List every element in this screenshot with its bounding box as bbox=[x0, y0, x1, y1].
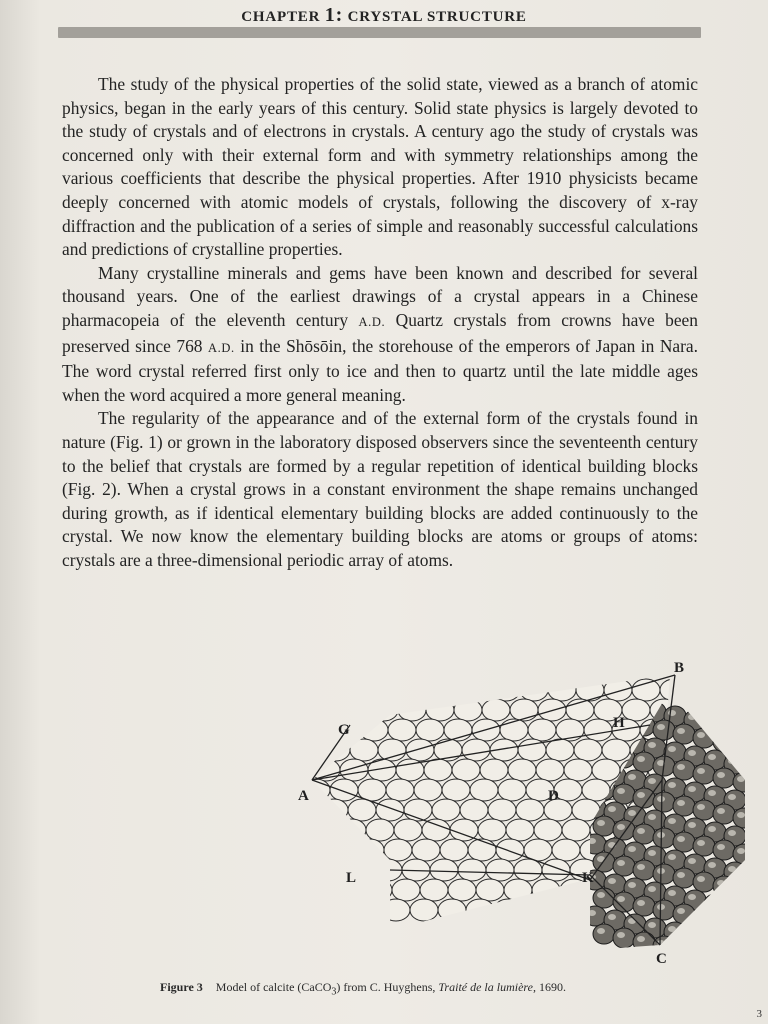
atom-highlight bbox=[617, 896, 625, 902]
atom-ball-shaded bbox=[673, 724, 695, 744]
atom-highlight bbox=[648, 778, 656, 784]
atom-ball bbox=[550, 899, 578, 921]
atom-ball bbox=[330, 779, 358, 801]
atom-highlight bbox=[677, 908, 685, 914]
atom-ball bbox=[410, 899, 438, 921]
atom-highlight bbox=[728, 758, 736, 764]
atom-highlight bbox=[737, 920, 745, 926]
paragraph-2 bbox=[62, 262, 698, 408]
atom-ball bbox=[290, 839, 300, 861]
atom-highlight bbox=[697, 768, 705, 774]
atom-highlight bbox=[657, 796, 665, 802]
atom-ball-shaded bbox=[613, 784, 635, 804]
atom-ball bbox=[466, 899, 494, 921]
atom-ball bbox=[582, 779, 610, 801]
atom-ball-shaded bbox=[673, 940, 695, 960]
atom-ball-shaded bbox=[693, 764, 715, 784]
atom-ball-shaded bbox=[713, 732, 735, 752]
atom-ball bbox=[290, 819, 310, 841]
atom-ball bbox=[326, 899, 354, 921]
atom-ball-shaded bbox=[704, 714, 726, 734]
atom-highlight bbox=[637, 936, 645, 942]
atom-ball bbox=[356, 839, 384, 861]
atom-ball bbox=[748, 839, 750, 861]
atom-ball bbox=[734, 699, 750, 721]
atom-highlight bbox=[728, 722, 736, 728]
atom-highlight bbox=[697, 804, 705, 810]
atom-highlight bbox=[737, 740, 745, 746]
atom-ball-shaded bbox=[673, 904, 695, 924]
atom-highlight bbox=[737, 812, 745, 818]
atom-ball bbox=[376, 799, 404, 821]
atom-highlight bbox=[597, 820, 605, 826]
label-C: C bbox=[656, 951, 667, 967]
atom-ball bbox=[508, 759, 536, 781]
atom-highlight bbox=[728, 830, 736, 836]
atom-ball-shaded bbox=[724, 934, 746, 954]
atom-ball bbox=[534, 819, 562, 841]
atom-ball bbox=[360, 719, 388, 741]
atom-highlight bbox=[688, 858, 696, 864]
atom-ball bbox=[718, 899, 746, 921]
atom-ball bbox=[398, 699, 426, 721]
atom-ball bbox=[546, 739, 574, 761]
atom-ball bbox=[290, 759, 312, 781]
atom-ball bbox=[342, 699, 370, 721]
atom-highlight bbox=[697, 876, 705, 882]
atom-highlight bbox=[648, 814, 656, 820]
atom-ball bbox=[486, 859, 514, 881]
atom-ball-shaded bbox=[713, 768, 735, 788]
atom-ball bbox=[510, 699, 538, 721]
atom-ball bbox=[290, 879, 308, 901]
atom-ball-shaded bbox=[693, 908, 715, 928]
atom-ball bbox=[364, 879, 392, 901]
atom-ball-shaded bbox=[724, 898, 746, 918]
caption-text-before: Model of calcite (CaCO bbox=[215, 980, 332, 994]
atom-ball bbox=[290, 719, 304, 741]
atom-ball bbox=[476, 879, 504, 901]
atom-ball bbox=[532, 879, 560, 901]
atom-ball bbox=[562, 819, 590, 841]
atom-ball bbox=[516, 799, 544, 821]
atom-ball bbox=[432, 799, 460, 821]
atom-highlight bbox=[628, 882, 636, 888]
atom-ball bbox=[388, 719, 416, 741]
caption-subscript: 3 bbox=[331, 986, 337, 998]
atom-ball-shaded bbox=[713, 804, 735, 824]
atom-highlight bbox=[708, 790, 716, 796]
atom-ball bbox=[386, 779, 414, 801]
atom-highlight bbox=[677, 836, 685, 842]
atom-ball bbox=[622, 699, 650, 721]
atom-highlight bbox=[708, 934, 716, 940]
atom-highlight bbox=[677, 800, 685, 806]
atom-ball bbox=[528, 719, 556, 741]
atom-ball-shaded bbox=[693, 944, 715, 964]
atom-ball bbox=[452, 759, 480, 781]
atom-ball-shaded bbox=[633, 860, 655, 880]
atom-ball bbox=[440, 839, 468, 861]
label-A: A bbox=[298, 788, 309, 804]
caption-text-mid: ) from C. Huyghens, bbox=[336, 980, 436, 994]
atom-ball-shaded bbox=[673, 796, 695, 816]
atom-highlight bbox=[588, 910, 596, 916]
atom-ball bbox=[478, 819, 506, 841]
atom-ball bbox=[482, 699, 510, 721]
atom-ball-shaded bbox=[733, 916, 750, 936]
atom-ball bbox=[384, 839, 412, 861]
atom-ball bbox=[420, 879, 448, 901]
atom-ball-shaded bbox=[684, 926, 706, 946]
paragraph-2-text-c: in the Shōsōin, the storehouse of the emperors of Japan in Nara. The word crystal referred first only to ice and then to quartz until the late middle ages when the word acquired a more general meaning. bbox=[62, 335, 698, 405]
header-rule bbox=[58, 27, 701, 38]
atom-ball-shaded bbox=[713, 948, 735, 965]
atom-ball-shaded bbox=[704, 894, 726, 914]
atom-ball bbox=[552, 839, 580, 861]
label-D: D bbox=[548, 788, 559, 804]
atom-highlight bbox=[717, 844, 725, 850]
atom-ball bbox=[290, 859, 318, 881]
atom-ball bbox=[470, 779, 498, 801]
atom-ball-shaded bbox=[693, 728, 715, 748]
era-abbrev: A.D. bbox=[208, 340, 235, 355]
atom-ball bbox=[310, 819, 338, 841]
atom-ball bbox=[564, 759, 592, 781]
atom-ball-shaded bbox=[724, 862, 746, 882]
atom-ball-shaded bbox=[693, 836, 715, 856]
atom-ball bbox=[542, 859, 570, 881]
atom-highlight bbox=[688, 930, 696, 936]
atom-ball bbox=[354, 899, 382, 921]
atom-ball bbox=[370, 699, 398, 721]
atom-ball bbox=[632, 679, 660, 701]
atom-ball bbox=[422, 819, 450, 841]
atom-highlight bbox=[717, 772, 725, 778]
atom-ball bbox=[576, 679, 604, 701]
atom-ball bbox=[462, 739, 490, 761]
atom-ball bbox=[350, 739, 378, 761]
atom-ball-shaded bbox=[693, 872, 715, 892]
atom-ball bbox=[500, 719, 528, 741]
era-abbrev: A.D. bbox=[358, 314, 386, 329]
atom-ball bbox=[436, 679, 464, 701]
atom-ball bbox=[320, 799, 348, 821]
atom-highlight bbox=[677, 944, 685, 950]
atom-ball bbox=[706, 699, 734, 721]
atom-ball bbox=[366, 819, 394, 841]
atom-highlight bbox=[697, 732, 705, 738]
label-K: K bbox=[582, 870, 594, 886]
atom-highlight bbox=[737, 848, 745, 854]
atom-ball-shaded bbox=[713, 840, 735, 860]
atom-highlight bbox=[688, 714, 696, 720]
atom-highlight bbox=[728, 866, 736, 872]
atom-ball bbox=[724, 719, 750, 741]
atom-highlight bbox=[728, 794, 736, 800]
atom-ball bbox=[716, 679, 744, 701]
atom-highlight bbox=[637, 792, 645, 798]
atom-highlight bbox=[717, 736, 725, 742]
body-text bbox=[62, 73, 698, 572]
atom-ball bbox=[480, 759, 508, 781]
atom-ball bbox=[454, 699, 482, 721]
atom-ball bbox=[602, 739, 630, 761]
atom-highlight bbox=[637, 756, 645, 762]
atom-highlight bbox=[668, 890, 676, 896]
atom-highlight bbox=[648, 850, 656, 856]
atom-ball bbox=[290, 739, 294, 761]
paragraph-1 bbox=[62, 73, 698, 262]
atom-highlight bbox=[717, 880, 725, 886]
atom-highlight bbox=[708, 754, 716, 760]
atom-ball-shaded bbox=[733, 808, 750, 828]
atom-ball-shaded bbox=[733, 880, 750, 900]
atom-ball bbox=[338, 819, 366, 841]
atom-ball bbox=[380, 679, 408, 701]
atom-highlight bbox=[617, 824, 625, 830]
atom-ball bbox=[468, 839, 496, 861]
atom-ball bbox=[438, 899, 466, 921]
atom-ball-shaded bbox=[613, 856, 635, 876]
atom-ball bbox=[406, 739, 434, 761]
atom-ball bbox=[348, 799, 376, 821]
atom-ball bbox=[448, 879, 476, 901]
atom-ball bbox=[522, 899, 550, 921]
atom-ball bbox=[442, 779, 470, 801]
atom-highlight bbox=[717, 916, 725, 922]
atom-highlight bbox=[697, 948, 705, 954]
calcite-model-drawing bbox=[290, 660, 750, 965]
chapter-word: CHAPTER bbox=[241, 9, 321, 25]
atom-ball bbox=[496, 839, 524, 861]
atom-highlight bbox=[708, 898, 716, 904]
paragraph-2-text-b: Quartz crystals from crowns have been preserved since 768 bbox=[62, 309, 698, 356]
atom-highlight bbox=[677, 764, 685, 770]
atom-highlight bbox=[717, 808, 725, 814]
atom-highlight bbox=[668, 854, 676, 860]
atom-ball bbox=[318, 859, 346, 881]
atom-ball bbox=[300, 839, 328, 861]
atom-ball bbox=[488, 799, 516, 821]
label-L: L bbox=[346, 870, 357, 886]
atom-ball bbox=[324, 679, 352, 701]
paragraph-3 bbox=[62, 407, 698, 572]
atom-ball bbox=[688, 679, 716, 701]
atom-ball bbox=[460, 799, 488, 821]
atom-ball bbox=[304, 719, 332, 741]
atom-highlight bbox=[688, 750, 696, 756]
atom-highlight bbox=[708, 826, 716, 832]
atom-highlight bbox=[637, 828, 645, 834]
atom-ball-shaded bbox=[713, 912, 735, 932]
atom-ball-shaded bbox=[673, 832, 695, 852]
atom-ball-shaded bbox=[693, 800, 715, 820]
atom-highlight bbox=[648, 886, 656, 892]
atom-highlight bbox=[668, 746, 676, 752]
atom-highlight bbox=[688, 786, 696, 792]
atom-ball bbox=[290, 699, 314, 721]
atom-highlight bbox=[717, 952, 725, 958]
atom-ball bbox=[592, 759, 620, 781]
atom-ball bbox=[536, 759, 564, 781]
atom-ball bbox=[520, 679, 548, 701]
atom-highlight bbox=[608, 914, 616, 920]
atom-ball-shaded bbox=[653, 900, 675, 920]
atom-ball-shaded bbox=[664, 922, 686, 942]
figure-caption bbox=[160, 980, 720, 997]
atom-ball bbox=[322, 739, 350, 761]
atom-ball bbox=[296, 679, 324, 701]
atom-ball-shaded bbox=[653, 720, 675, 740]
atom-ball bbox=[506, 819, 534, 841]
atom-highlight bbox=[737, 956, 745, 962]
atom-ball-shaded bbox=[733, 736, 750, 756]
atom-ball-shaded bbox=[733, 952, 750, 965]
atom-highlight bbox=[737, 884, 745, 890]
atom-ball bbox=[314, 699, 342, 721]
atom-highlight bbox=[668, 818, 676, 824]
atom-ball-shaded bbox=[653, 864, 675, 884]
page-number: 3 bbox=[756, 1008, 762, 1020]
atom-ball bbox=[430, 859, 458, 881]
atom-ball bbox=[382, 899, 410, 921]
atom-highlight bbox=[608, 878, 616, 884]
atom-ball bbox=[548, 679, 576, 701]
atom-ball-shaded bbox=[593, 888, 615, 908]
atom-highlight bbox=[677, 872, 685, 878]
atom-ball-shaded bbox=[633, 896, 655, 916]
atom-ball bbox=[574, 739, 602, 761]
atom-highlight bbox=[688, 894, 696, 900]
atom-highlight bbox=[708, 862, 716, 868]
atom-highlight bbox=[648, 742, 656, 748]
atom-ball bbox=[308, 879, 336, 901]
atom-ball bbox=[584, 719, 612, 741]
caption-book-title: Traité de la lumière, bbox=[438, 980, 536, 994]
atom-ball-shaded bbox=[613, 928, 635, 948]
atom-ball bbox=[492, 679, 520, 701]
atom-highlight bbox=[668, 926, 676, 932]
atom-ball bbox=[426, 699, 454, 721]
atom-ball-shaded bbox=[673, 760, 695, 780]
atom-ball bbox=[514, 859, 542, 881]
atom-highlight bbox=[657, 724, 665, 730]
atom-ball-shaded bbox=[733, 844, 750, 864]
atom-ball-shaded bbox=[653, 828, 675, 848]
atom-ball bbox=[728, 879, 750, 901]
atom-ball bbox=[394, 819, 422, 841]
atom-ball bbox=[746, 899, 750, 921]
atom-highlight bbox=[628, 846, 636, 852]
atom-highlight bbox=[688, 822, 696, 828]
atom-ball bbox=[340, 759, 368, 781]
chapter-title: CRYSTAL STRUCTURE bbox=[347, 9, 527, 25]
atom-highlight bbox=[617, 788, 625, 794]
atom-ball bbox=[290, 679, 296, 701]
atom-ball-shaded bbox=[633, 932, 655, 952]
atom-highlight bbox=[697, 840, 705, 846]
atom-highlight bbox=[708, 718, 716, 724]
atom-ball-shaded bbox=[733, 772, 750, 792]
atom-ball bbox=[742, 739, 750, 761]
atom-ball-shaded bbox=[584, 906, 606, 926]
atom-ball-shaded bbox=[633, 752, 655, 772]
atom-ball-shaded bbox=[593, 852, 615, 872]
atom-ball bbox=[328, 839, 356, 861]
atom-highlight bbox=[728, 938, 736, 944]
label-B: B bbox=[674, 660, 685, 676]
atom-highlight bbox=[728, 902, 736, 908]
atom-ball bbox=[494, 899, 522, 921]
paragraph-1-text: The study of the physical properties of the solid state, viewed as a branch of atomic physics, began in the early years of this century. Solid state physics is largely devoted to the study of crystals and of electrons in crystals. A century ago the study of crystals was concerned only with their external form and with symmetry relationships among the various coefficients that describe the physical properties. After 1910 physicists became deeply concerned with atomic models of crystals, following the discovery of x-ray diffraction and the publication of a series of simple and reasonably successful calculations and predictions of crystalline properties. bbox=[62, 74, 698, 260]
chapter-number: 1: bbox=[324, 4, 344, 26]
label-G: G bbox=[338, 722, 350, 738]
atom-highlight bbox=[668, 710, 676, 716]
atom-ball bbox=[504, 879, 532, 901]
atom-ball bbox=[414, 779, 442, 801]
atom-ball bbox=[604, 679, 632, 701]
atom-ball-shaded bbox=[633, 824, 655, 844]
atom-ball-shaded bbox=[724, 718, 746, 738]
paragraph-2-text-a: Many crystalline minerals and gems have been known and described for several thousand years. One of the earliest drawings of a crystal appears in a Chinese pharmacopeia of the eleventh century bbox=[62, 262, 698, 330]
atom-highlight bbox=[608, 806, 616, 812]
atom-ball-shaded bbox=[653, 792, 675, 812]
atom-ball bbox=[298, 899, 326, 921]
atom-ball bbox=[352, 679, 380, 701]
atom-highlight bbox=[737, 776, 745, 782]
caption-year: 1690. bbox=[538, 980, 566, 994]
paragraph-3-text: The regularity of the appearance and of the external form of the crystals found in nature (Fig. 1) or grown in the laboratory disposed observers since the seventeenth century to the belief that crystals are formed by a regular repetition of identical building blocks (Fig. 2). When a crystal grows in a constant environment the shape remains unchanged during growth, as if identical elementary building blocks are added continuously to the crystal. We now know the elementary building blocks are atoms or groups of atoms: crystals are a three-dimensional periodic array of atoms. bbox=[62, 408, 698, 570]
atom-highlight bbox=[628, 774, 636, 780]
atom-highlight bbox=[637, 900, 645, 906]
atom-ball-shaded bbox=[593, 924, 615, 944]
atom-ball bbox=[416, 719, 444, 741]
calcite-figure bbox=[290, 660, 750, 965]
atom-highlight bbox=[597, 928, 605, 934]
atom-highlight bbox=[637, 864, 645, 870]
atom-ball bbox=[412, 839, 440, 861]
atom-ball-shaded bbox=[704, 930, 726, 950]
atom-ball bbox=[294, 739, 322, 761]
atom-ball bbox=[408, 679, 436, 701]
atom-ball bbox=[498, 779, 526, 801]
atom-highlight bbox=[648, 922, 656, 928]
atom-ball bbox=[458, 859, 486, 881]
atom-highlight bbox=[628, 810, 636, 816]
chapter-header bbox=[0, 4, 768, 27]
atom-highlight bbox=[597, 892, 605, 898]
atom-highlight bbox=[617, 932, 625, 938]
atom-ball bbox=[290, 799, 292, 821]
atom-highlight bbox=[677, 728, 685, 734]
atom-highlight bbox=[697, 912, 705, 918]
atom-ball-shaded bbox=[593, 816, 615, 836]
label-H: H bbox=[613, 715, 625, 731]
atom-ball bbox=[464, 679, 492, 701]
atom-highlight bbox=[668, 782, 676, 788]
atom-ball bbox=[424, 759, 452, 781]
atom-ball-shaded bbox=[713, 876, 735, 896]
caption-figure-number: Figure 3 bbox=[160, 980, 203, 994]
atom-ball-shaded bbox=[673, 868, 695, 888]
atom-ball bbox=[378, 739, 406, 761]
atom-highlight bbox=[617, 860, 625, 866]
atom-ball bbox=[392, 879, 420, 901]
